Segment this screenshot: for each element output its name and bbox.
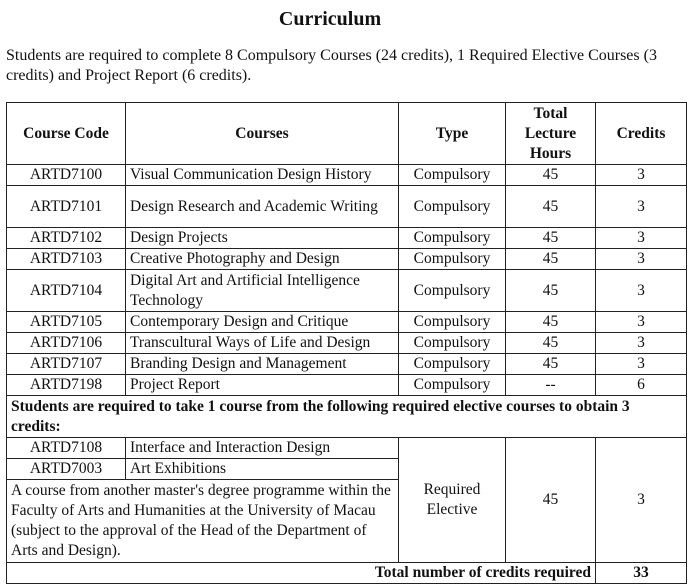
intro-paragraph: Students are required to complete 8 Compulsory Courses (24 credits), 1 Required Elective Courses (3 credits) and Project Report (6 credits). <box>6 47 657 84</box>
table-row <box>7 354 687 375</box>
total-credits-label: Total number of credits required <box>7 563 596 584</box>
course-name: Contemporary Design and Critique <box>126 312 399 333</box>
course-name: Transcultural Ways of Life and Design <box>126 333 399 354</box>
elective-hours: 45 <box>506 438 596 563</box>
table-row <box>7 228 687 249</box>
course-name: Visual Communication Design History <box>126 165 399 186</box>
course-name: Digital Art and Artificial Intelligence Technology <box>126 270 399 312</box>
elective-type: Required Elective <box>399 438 506 563</box>
course-code: ARTD7100 <box>7 165 126 186</box>
course-name: Design Research and Academic Writing <box>126 186 399 228</box>
header-lecture-hours: Total Lecture Hours <box>506 103 596 165</box>
course-hours: -- <box>506 375 596 396</box>
table-row <box>7 249 687 270</box>
course-code: ARTD7101 <box>7 186 126 228</box>
elective-note: Students are required to take 1 course from the following required elective courses to obtain 3 credits: <box>7 396 687 438</box>
table-row <box>7 165 687 186</box>
page-title: Curriculum <box>278 8 382 30</box>
total-credits-value: 33 <box>596 563 687 584</box>
total-row <box>7 563 687 584</box>
course-name: Branding Design and Management <box>126 354 399 375</box>
table-header-row <box>7 103 687 165</box>
course-type: Compulsory <box>399 186 506 228</box>
course-hours: 45 <box>506 354 596 375</box>
course-type: Compulsory <box>399 228 506 249</box>
table-row <box>7 270 687 312</box>
course-credits: 3 <box>596 165 687 186</box>
course-type: Compulsory <box>399 249 506 270</box>
course-hours: 45 <box>506 228 596 249</box>
elective-credits: 3 <box>596 438 687 563</box>
curriculum-table <box>6 102 687 584</box>
course-code: ARTD7003 <box>7 459 126 480</box>
course-type: Compulsory <box>399 165 506 186</box>
course-type: Compulsory <box>399 312 506 333</box>
course-credits: 3 <box>596 270 687 312</box>
course-code: ARTD7106 <box>7 333 126 354</box>
course-hours: 45 <box>506 333 596 354</box>
course-name: Project Report <box>126 375 399 396</box>
course-code: ARTD7102 <box>7 228 126 249</box>
course-code: ARTD7103 <box>7 249 126 270</box>
course-name: Art Exhibitions <box>126 459 399 480</box>
table-row <box>7 312 687 333</box>
course-credits: 3 <box>596 312 687 333</box>
course-code: ARTD7105 <box>7 312 126 333</box>
course-credits: 3 <box>596 186 687 228</box>
course-credits: 3 <box>596 228 687 249</box>
course-hours: 45 <box>506 312 596 333</box>
elective-other-course: A course from another master's degree programme within the Faculty of Arts and Humanities at the University of Macau (subject to the approval of the Head of the Department of Arts and Design). <box>7 480 399 563</box>
course-credits: 3 <box>596 333 687 354</box>
course-type: Compulsory <box>399 333 506 354</box>
course-type: Compulsory <box>399 354 506 375</box>
course-credits: 6 <box>596 375 687 396</box>
course-credits: 3 <box>596 354 687 375</box>
course-code: ARTD7104 <box>7 270 126 312</box>
course-credits: 3 <box>596 249 687 270</box>
table-row <box>7 186 687 228</box>
course-code: ARTD7198 <box>7 375 126 396</box>
course-name: Design Projects <box>126 228 399 249</box>
course-name: Interface and Interaction Design <box>126 438 399 459</box>
table-row <box>7 438 687 459</box>
header-credits: Credits <box>596 103 687 165</box>
course-hours: 45 <box>506 270 596 312</box>
course-hours: 45 <box>506 249 596 270</box>
table-row <box>7 375 687 396</box>
header-type: Type <box>399 103 506 165</box>
table-row <box>7 333 687 354</box>
course-type: Compulsory <box>399 270 506 312</box>
course-name: Creative Photography and Design <box>126 249 399 270</box>
course-hours: 45 <box>506 165 596 186</box>
course-type: Compulsory <box>399 375 506 396</box>
elective-note-row <box>7 396 687 438</box>
header-courses: Courses <box>126 103 399 165</box>
header-course-code: Course Code <box>7 103 126 165</box>
course-code: ARTD7107 <box>7 354 126 375</box>
course-code: ARTD7108 <box>7 438 126 459</box>
course-hours: 45 <box>506 186 596 228</box>
